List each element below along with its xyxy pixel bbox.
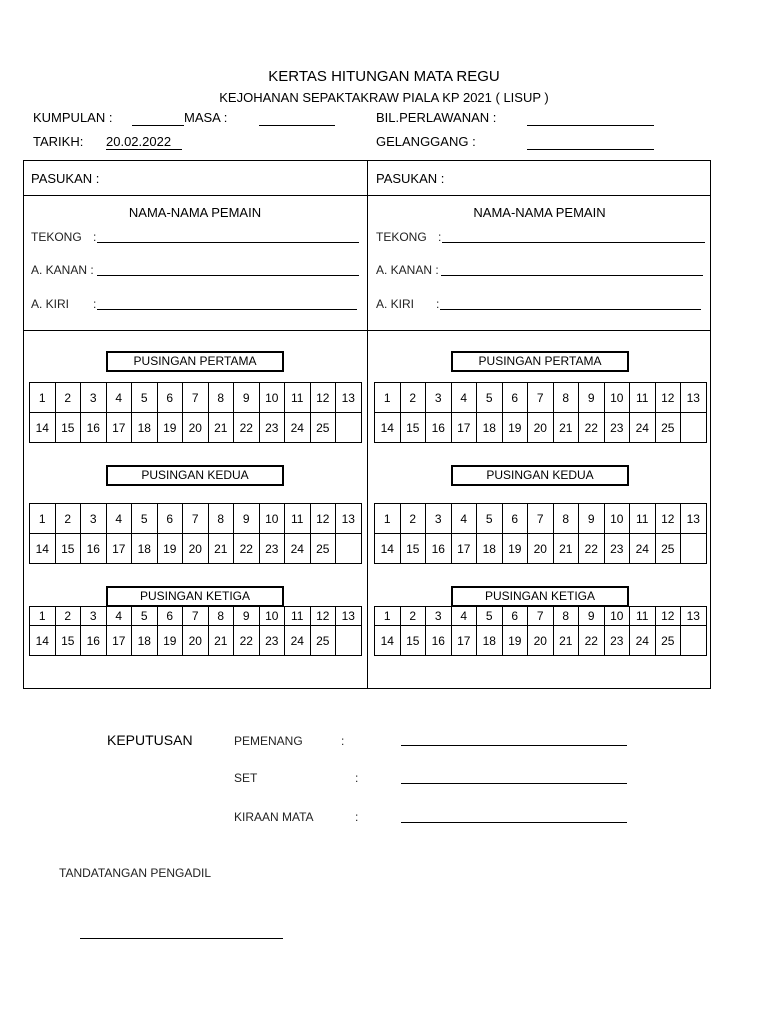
score-cell[interactable]: 6 xyxy=(502,504,528,534)
score-cell[interactable]: 19 xyxy=(157,413,183,443)
score-cell[interactable]: 4 xyxy=(106,607,132,626)
score-cell[interactable]: 12 xyxy=(310,383,336,413)
score-cell[interactable]: 20 xyxy=(183,413,209,443)
score-cell[interactable]: 14 xyxy=(30,413,56,443)
score-cell[interactable]: 14 xyxy=(375,626,401,656)
score-cell[interactable]: 8 xyxy=(208,607,234,626)
score-cell[interactable]: 20 xyxy=(183,534,209,564)
score-cell[interactable]: 24 xyxy=(285,534,311,564)
score-cell[interactable]: 6 xyxy=(157,504,183,534)
score-cell[interactable]: 1 xyxy=(375,383,401,413)
score-cell[interactable]: 2 xyxy=(55,504,81,534)
score-row xyxy=(375,413,707,443)
score-cell[interactable]: 19 xyxy=(157,626,183,656)
kiri-label-left: A. KIRI xyxy=(31,297,70,311)
score-cell[interactable]: 12 xyxy=(655,607,681,626)
score-cell[interactable]: 6 xyxy=(502,607,528,626)
score-cell[interactable]: 10 xyxy=(604,383,630,413)
score-grid-r1-left xyxy=(29,382,362,443)
keputusan-heading: KEPUTUSAN xyxy=(107,732,193,748)
score-cell[interactable]: 6 xyxy=(502,383,528,413)
score-cell[interactable]: 25 xyxy=(655,534,681,564)
score-cell[interactable]: 7 xyxy=(528,383,554,413)
masa-label: MASA : xyxy=(184,110,228,125)
score-cell[interactable]: 12 xyxy=(655,504,681,534)
score-cell[interactable]: 7 xyxy=(183,607,209,626)
score-cell[interactable]: 18 xyxy=(477,534,503,564)
score-grid-r2-left xyxy=(29,503,362,564)
score-cell[interactable]: 1 xyxy=(30,504,56,534)
score-cell[interactable]: 14 xyxy=(30,626,56,656)
score-cell[interactable]: 18 xyxy=(477,626,503,656)
score-cell[interactable]: 15 xyxy=(400,413,426,443)
tarikh-value[interactable]: 20.02.2022 xyxy=(106,134,182,150)
score-cell[interactable]: 13 xyxy=(336,383,362,413)
score-cell[interactable]: 16 xyxy=(426,413,452,443)
score-cell[interactable] xyxy=(681,626,707,656)
score-cell[interactable] xyxy=(336,534,362,564)
score-cell[interactable]: 17 xyxy=(451,534,477,564)
score-cell[interactable] xyxy=(336,413,362,443)
score-cell[interactable]: 22 xyxy=(234,626,260,656)
score-cell[interactable]: 13 xyxy=(681,504,707,534)
masa-field[interactable] xyxy=(259,111,335,126)
score-cell[interactable]: 16 xyxy=(81,534,107,564)
kiri-label-right: A. KIRI xyxy=(376,297,415,311)
score-cell[interactable]: 7 xyxy=(528,607,554,626)
score-cell[interactable]: 14 xyxy=(30,534,56,564)
score-cell[interactable]: 8 xyxy=(553,504,579,534)
score-cell[interactable]: 4 xyxy=(451,383,477,413)
score-cell[interactable] xyxy=(336,626,362,656)
score-cell[interactable]: 4 xyxy=(106,504,132,534)
score-cell[interactable]: 16 xyxy=(426,626,452,656)
score-cell[interactable]: 16 xyxy=(81,413,107,443)
kanan-field-right[interactable] xyxy=(441,263,703,276)
round-1-label-right: PUSINGAN PERTAMA xyxy=(451,351,629,372)
score-cell[interactable]: 24 xyxy=(630,534,656,564)
score-cell[interactable]: 4 xyxy=(451,504,477,534)
score-grid-r3-right xyxy=(374,606,707,656)
score-cell[interactable]: 1 xyxy=(30,607,56,626)
score-cell[interactable]: 23 xyxy=(604,413,630,443)
score-cell[interactable]: 25 xyxy=(310,626,336,656)
tekong-label-left: TEKONG xyxy=(31,230,82,244)
score-cell[interactable]: 25 xyxy=(655,413,681,443)
tekong-field-right[interactable] xyxy=(442,230,705,243)
score-cell[interactable]: 9 xyxy=(234,607,260,626)
score-cell[interactable]: 24 xyxy=(630,626,656,656)
score-grid-r1-right xyxy=(374,382,707,443)
score-cell[interactable]: 10 xyxy=(259,607,285,626)
score-cell[interactable]: 7 xyxy=(528,504,554,534)
score-cell[interactable] xyxy=(681,534,707,564)
score-cell[interactable]: 7 xyxy=(183,504,209,534)
score-cell[interactable]: 19 xyxy=(502,413,528,443)
score-cell[interactable]: 17 xyxy=(106,626,132,656)
score-cell[interactable]: 22 xyxy=(579,534,605,564)
score-cell[interactable]: 20 xyxy=(183,626,209,656)
score-cell[interactable]: 11 xyxy=(630,504,656,534)
score-cell[interactable]: 2 xyxy=(55,607,81,626)
kanan-label-left: A. KANAN : xyxy=(31,263,94,277)
score-cell[interactable]: 11 xyxy=(285,607,311,626)
score-cell[interactable]: 10 xyxy=(259,383,285,413)
score-cell[interactable]: 4 xyxy=(451,607,477,626)
score-cell[interactable]: 3 xyxy=(81,504,107,534)
score-cell[interactable]: 12 xyxy=(655,383,681,413)
score-row xyxy=(30,413,362,443)
score-cell[interactable]: 18 xyxy=(132,413,158,443)
score-cell[interactable]: 2 xyxy=(400,504,426,534)
round-2-label-right: PUSINGAN KEDUA xyxy=(451,465,629,486)
score-cell[interactable]: 3 xyxy=(426,504,452,534)
score-cell[interactable]: 5 xyxy=(477,607,503,626)
score-cell[interactable]: 23 xyxy=(604,534,630,564)
score-cell[interactable]: 13 xyxy=(336,607,362,626)
bil-perlawanan-label: BIL.PERLAWANAN : xyxy=(376,110,497,125)
score-cell[interactable]: 21 xyxy=(208,534,234,564)
score-cell[interactable]: 20 xyxy=(528,626,554,656)
score-cell[interactable]: 11 xyxy=(630,607,656,626)
score-cell[interactable]: 21 xyxy=(553,413,579,443)
score-cell[interactable]: 4 xyxy=(106,383,132,413)
bil-perlawanan-field[interactable] xyxy=(527,111,654,126)
score-cell[interactable]: 22 xyxy=(234,413,260,443)
gelanggang-field[interactable] xyxy=(527,135,654,150)
score-cell[interactable]: 18 xyxy=(132,626,158,656)
score-cell[interactable]: 25 xyxy=(310,413,336,443)
score-cell[interactable]: 10 xyxy=(259,504,285,534)
signature-label: TANDATANGAN PENGADIL xyxy=(59,866,212,880)
score-cell[interactable]: 5 xyxy=(477,383,503,413)
score-cell[interactable]: 15 xyxy=(55,534,81,564)
score-cell[interactable]: 17 xyxy=(451,626,477,656)
tekong-colon-right: : xyxy=(438,230,442,244)
score-cell[interactable]: 8 xyxy=(553,383,579,413)
score-cell[interactable]: 3 xyxy=(426,383,452,413)
set-label: SET xyxy=(234,771,258,785)
score-cell[interactable]: 21 xyxy=(208,413,234,443)
score-cell[interactable]: 15 xyxy=(400,626,426,656)
score-cell[interactable]: 13 xyxy=(336,504,362,534)
score-cell[interactable]: 18 xyxy=(477,413,503,443)
players-heading-right: NAMA-NAMA PEMAIN xyxy=(473,205,606,220)
pasukan-label-left: PASUKAN : xyxy=(31,171,100,186)
score-row xyxy=(30,626,362,656)
score-cell[interactable]: 3 xyxy=(81,383,107,413)
round-2-label-left: PUSINGAN KEDUA xyxy=(106,465,284,486)
score-cell[interactable]: 12 xyxy=(310,504,336,534)
kiraan-mata-field[interactable] xyxy=(401,812,627,823)
tekong-field-left[interactable] xyxy=(97,230,359,243)
score-cell[interactable]: 25 xyxy=(655,626,681,656)
score-row xyxy=(30,504,362,534)
score-cell[interactable]: 10 xyxy=(604,504,630,534)
score-cell[interactable]: 8 xyxy=(553,607,579,626)
score-cell[interactable]: 19 xyxy=(157,534,183,564)
score-cell[interactable]: 2 xyxy=(400,607,426,626)
team-divider xyxy=(367,160,368,689)
score-cell[interactable]: 11 xyxy=(285,504,311,534)
score-cell[interactable]: 24 xyxy=(285,413,311,443)
score-cell[interactable]: 15 xyxy=(55,626,81,656)
score-row xyxy=(375,626,707,656)
score-cell[interactable]: 13 xyxy=(681,607,707,626)
score-cell[interactable]: 18 xyxy=(132,534,158,564)
tarikh-label: TARIKH: xyxy=(33,134,84,149)
score-cell[interactable]: 6 xyxy=(157,607,183,626)
score-cell[interactable]: 24 xyxy=(630,413,656,443)
pemenang-colon: : xyxy=(341,734,345,748)
score-cell[interactable]: 2 xyxy=(400,383,426,413)
form-subtitle: KEJOHANAN SEPAKTAKRAW PIALA KP 2021 ( LISUP ) xyxy=(219,90,549,105)
score-cell[interactable]: 14 xyxy=(375,534,401,564)
score-cell[interactable]: 9 xyxy=(579,383,605,413)
score-grid-r2-right xyxy=(374,503,707,564)
score-cell[interactable]: 3 xyxy=(81,607,107,626)
score-cell[interactable]: 19 xyxy=(502,534,528,564)
score-row xyxy=(30,607,362,626)
pemenang-label: PEMENANG xyxy=(234,734,303,748)
score-cell[interactable]: 17 xyxy=(106,534,132,564)
score-cell[interactable]: 20 xyxy=(528,413,554,443)
score-row xyxy=(375,504,707,534)
score-cell[interactable]: 17 xyxy=(106,413,132,443)
score-cell[interactable]: 11 xyxy=(630,383,656,413)
score-cell[interactable]: 22 xyxy=(579,626,605,656)
score-row xyxy=(375,383,707,413)
kiraan-mata-colon: : xyxy=(355,810,359,824)
score-cell[interactable]: 9 xyxy=(234,383,260,413)
tekong-colon-left: : xyxy=(93,230,97,244)
pasukan-label-right: PASUKAN : xyxy=(376,171,445,186)
score-cell[interactable]: 17 xyxy=(451,413,477,443)
players-heading-left: NAMA-NAMA PEMAIN xyxy=(128,205,262,220)
score-cell[interactable]: 23 xyxy=(604,626,630,656)
score-cell[interactable]: 3 xyxy=(426,607,452,626)
score-cell[interactable]: 12 xyxy=(310,607,336,626)
signature-line[interactable] xyxy=(80,928,283,939)
score-cell[interactable]: 23 xyxy=(259,626,285,656)
score-cell[interactable]: 21 xyxy=(553,534,579,564)
score-cell[interactable] xyxy=(681,413,707,443)
kiri-colon-right: : xyxy=(436,297,440,311)
score-cell[interactable]: 7 xyxy=(183,383,209,413)
round-1-label-left: PUSINGAN PERTAMA xyxy=(106,351,284,372)
round-3-label-left: PUSINGAN KETIGA xyxy=(106,586,284,607)
score-cell[interactable]: 5 xyxy=(477,504,503,534)
kumpulan-label: KUMPULAN : xyxy=(33,110,113,125)
score-cell[interactable]: 15 xyxy=(400,534,426,564)
score-cell[interactable]: 16 xyxy=(81,626,107,656)
score-cell[interactable]: 15 xyxy=(55,413,81,443)
score-cell[interactable]: 5 xyxy=(132,383,158,413)
score-cell[interactable]: 1 xyxy=(30,383,56,413)
score-cell[interactable]: 20 xyxy=(528,534,554,564)
score-cell[interactable]: 21 xyxy=(208,626,234,656)
pasukan-divider xyxy=(23,195,711,196)
tekong-label-right: TEKONG xyxy=(376,230,427,244)
score-cell[interactable]: 13 xyxy=(681,383,707,413)
score-cell[interactable]: 23 xyxy=(259,534,285,564)
score-grid-r3-left xyxy=(29,606,362,656)
score-cell[interactable]: 9 xyxy=(579,504,605,534)
kumpulan-field[interactable] xyxy=(132,111,184,126)
score-cell[interactable]: 16 xyxy=(426,534,452,564)
round-3-label-right: PUSINGAN KETIGA xyxy=(451,586,629,607)
score-cell[interactable]: 8 xyxy=(208,504,234,534)
players-divider xyxy=(23,330,711,331)
score-cell[interactable]: 24 xyxy=(285,626,311,656)
kiri-colon-left: : xyxy=(93,297,97,311)
score-cell[interactable]: 19 xyxy=(502,626,528,656)
set-colon: : xyxy=(355,771,359,785)
form-title: KERTAS HITUNGAN MATA REGU xyxy=(268,68,500,85)
score-row xyxy=(375,607,707,626)
score-cell[interactable]: 11 xyxy=(285,383,311,413)
score-cell[interactable]: 10 xyxy=(604,607,630,626)
score-cell[interactable]: 5 xyxy=(132,607,158,626)
score-cell[interactable]: 23 xyxy=(259,413,285,443)
score-row xyxy=(375,534,707,564)
score-cell[interactable]: 25 xyxy=(310,534,336,564)
score-cell[interactable]: 22 xyxy=(579,413,605,443)
score-cell[interactable]: 9 xyxy=(234,504,260,534)
score-row xyxy=(30,383,362,413)
set-field[interactable] xyxy=(401,773,627,784)
score-cell[interactable]: 1 xyxy=(375,504,401,534)
score-cell[interactable]: 14 xyxy=(375,413,401,443)
score-cell[interactable]: 21 xyxy=(553,626,579,656)
gelanggang-label: GELANGGANG : xyxy=(376,134,476,149)
score-cell[interactable]: 1 xyxy=(375,607,401,626)
kanan-label-right: A. KANAN : xyxy=(376,263,439,277)
score-cell[interactable]: 8 xyxy=(208,383,234,413)
kanan-field-left[interactable] xyxy=(97,263,359,276)
kiri-field-left[interactable] xyxy=(97,297,357,310)
score-cell[interactable]: 6 xyxy=(157,383,183,413)
score-cell[interactable]: 22 xyxy=(234,534,260,564)
kiri-field-right[interactable] xyxy=(440,297,701,310)
kiraan-mata-label: KIRAAN MATA xyxy=(234,810,314,824)
score-cell[interactable]: 2 xyxy=(55,383,81,413)
score-row xyxy=(30,534,362,564)
score-cell[interactable]: 9 xyxy=(579,607,605,626)
score-cell[interactable]: 5 xyxy=(132,504,158,534)
pemenang-field[interactable] xyxy=(401,735,627,746)
